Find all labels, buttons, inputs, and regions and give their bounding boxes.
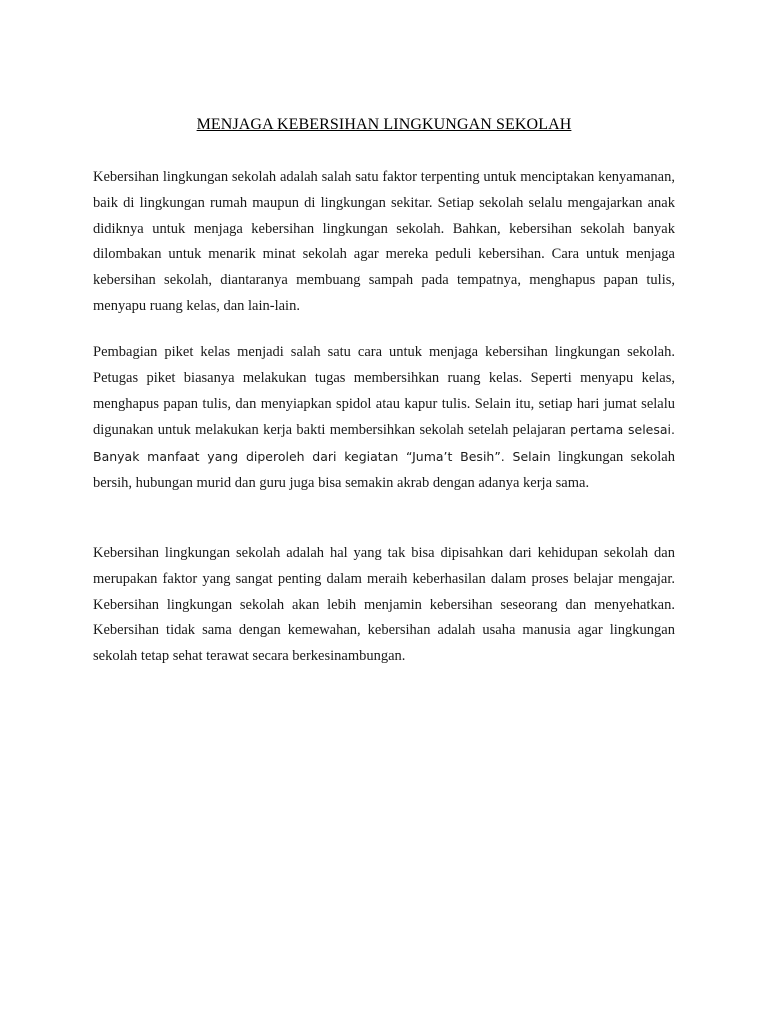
document-title: MENJAGA KEBERSIHAN LINGKUNGAN SEKOLAH [196, 116, 572, 133]
paragraph-1: Kebersihan lingkungan sekolah adalah salah satu faktor terpenting untuk menciptakan kenyamanan, baik di lingkungan rumah maupun di lingkungan sekitar. Setiap sekolah selalu mengajarkan anak didiknya untuk menjaga kebersihan lingkungan sekolah. Bahkan, kebersihan sekolah banyak dilombakan untuk menarik minat sekolah agar mereka peduli kebersihan. Cara untuk menjaga kebersihan sekolah, diantaranya membuang sampah pada tempatnya, menghapus papan tulis, menyapu ruang kelas, dan lain-lain. [93, 169, 675, 314]
paragraph-2-part-1: Pembagian piket kelas menjadi salah satu cara untuk menjaga kebersihan lingkungan sekolah. Petugas piket biasanya melakukan tugas membersihkan ruang kelas. Seperti menyapu kelas, menghapus papan tulis, dan menyiapkan spidol atau kapur tulis. Selain itu, setiap hari jumat selalu digunakan untuk melakukan kerja bakti membersihkan sekolah setelah pelajaran [93, 344, 675, 439]
paragraph-2-part-2: pertama selesai. Banyak manfaat yang diperoleh dari kegiatan “Juma’t Besih”. Selain [93, 422, 675, 465]
paragraph-2 [93, 340, 675, 497]
paragraph-3: Kebersihan lingkungan sekolah adalah hal yang tak bisa dipisahkan dari kehidupan sekolah dan merupakan faktor yang sangat penting dalam meraih keberhasilan dalam proses belajar mengajar. Kebersihan lingkungan sekolah akan lebih menjamin kebersihan seseorang dan menyehatkan. Kebersihan tidak sama dengan kemewahan, kebersihan adalah usaha manusia agar lingkungan sekolah tetap sehat terawat secara berkesinambungan. [93, 545, 675, 665]
paragraph-2-part-3: lingkungan sekolah bersih, hubungan murid dan guru juga bisa semakin akrab dengan adanya kerja sama. [93, 449, 675, 491]
